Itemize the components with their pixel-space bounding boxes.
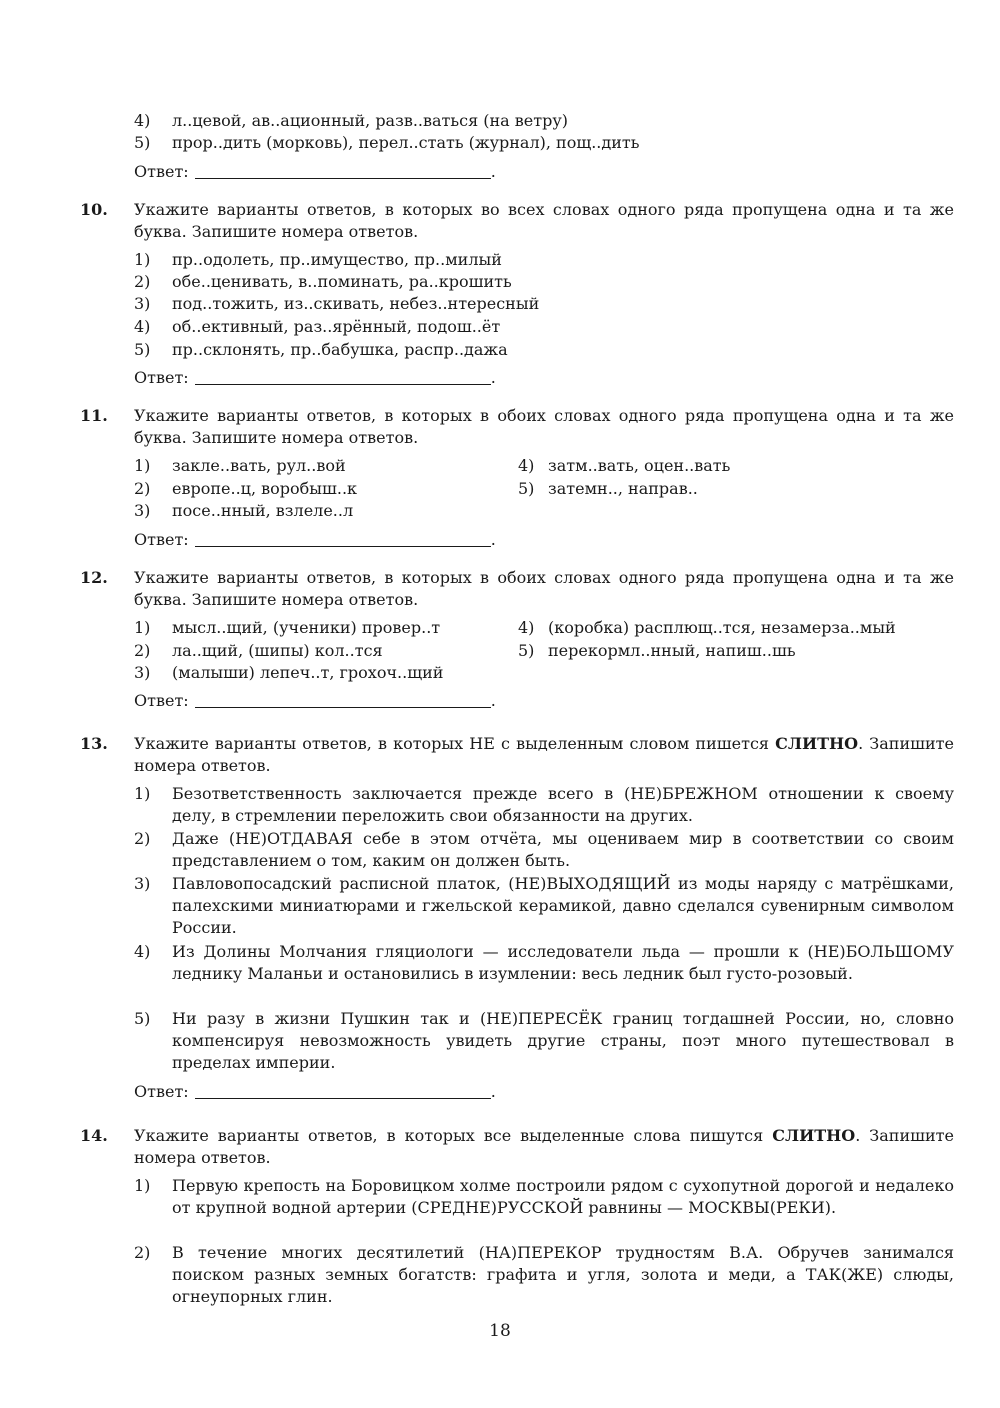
q13-option-2: [134, 828, 954, 872]
option-text: об..ективный, раз..ярённый, подош..ёт: [172, 317, 501, 336]
option-text: посе..нный, взлеле..л: [172, 501, 354, 520]
q12-option-1: [134, 617, 440, 639]
q9-answer-line[interactable]: [134, 161, 496, 183]
q13-option-4: [134, 941, 954, 985]
q13-number: 13.: [80, 734, 108, 753]
answer-blank[interactable]: [195, 530, 491, 547]
option-number: 2): [134, 829, 151, 848]
answer-blank[interactable]: [195, 368, 491, 385]
option-text: прор..дить (морковь), перел..стать (журнал), пощ..дить: [172, 133, 640, 152]
q14-option-2: [134, 1242, 954, 1308]
option-number: 4): [518, 618, 535, 637]
option-text: Безответственность заключается прежде всего в (НЕ)БРЕЖНОМ отношении к своему делу, в стремлении переложить свои обязанности на других.: [172, 784, 954, 825]
q13-option-1: [134, 783, 954, 827]
option-number: 2): [134, 641, 151, 660]
q14-text-b: . Запишите номера ответов.: [134, 1126, 954, 1167]
q13-answer-line[interactable]: [134, 1081, 496, 1103]
q11-answer-line[interactable]: [134, 529, 496, 551]
page-number: 18: [489, 1321, 511, 1341]
q11-option-3: [134, 500, 353, 522]
option-text: Ни разу в жизни Пушкин так и (НЕ)ПЕРЕСЁК границ тогдашней России, но, словно компенсируя невозможность увидеть другие страны, поэт много путешествовал в пределах империи.: [172, 1009, 954, 1072]
option-number: 4): [134, 942, 151, 961]
option-number: 1): [134, 456, 151, 475]
q12-option-3: [134, 662, 443, 684]
answer-dot: .: [490, 368, 496, 387]
q10-option-2: [134, 271, 512, 293]
answer-label: Ответ:: [134, 691, 189, 710]
option-text: Даже (НЕ)ОТДАВАЯ себе в этом отчёта, мы оцениваем мир в соответствии со своим представлением о том, каким он должен быть.: [172, 829, 954, 870]
option-number: 5): [134, 340, 151, 359]
q11-option-2: [134, 478, 357, 500]
q11-option-5: [518, 478, 698, 500]
option-number: 3): [134, 663, 151, 682]
option-number: 3): [134, 874, 151, 893]
q10-answer-line[interactable]: [134, 367, 496, 389]
option-number: 1): [134, 250, 151, 269]
option-text: под..тожить, из..скивать, небез..нтересный: [172, 294, 540, 313]
q14-text-a: Укажите варианты ответов, в которых все выделенные слова пишутся: [134, 1126, 773, 1145]
answer-dot: .: [490, 162, 496, 181]
answer-blank[interactable]: [195, 1082, 491, 1099]
q11-option-1: [134, 455, 346, 477]
q12-option-2: [134, 640, 383, 662]
q10-number: 10.: [80, 200, 108, 219]
option-text: Первую крепость на Боровицком холме построили рядом с сухопутной дорогой и недалеко от крупной водной артерии (СРЕДНЕ)РУССКОЙ равнины — МОСКВЫ(РЕКИ).: [172, 1176, 954, 1217]
option-text: (коробка) расплющ..тся, незамерза..мый: [548, 618, 896, 637]
q12-number: 12.: [80, 568, 108, 587]
option-number: 2): [134, 272, 151, 291]
answer-dot: .: [490, 530, 496, 549]
q12-option-4: [518, 617, 896, 639]
q13-text-bold: СЛИТНО: [775, 734, 859, 753]
option-number: 4): [518, 456, 535, 475]
option-text: мысл..щий, (ученики) провер..т: [172, 618, 441, 637]
q14-number: 14.: [80, 1126, 108, 1145]
q14-text-bold: СЛИТНО: [772, 1126, 856, 1145]
q11-option-4: [518, 455, 730, 477]
q9-option-5: [134, 132, 639, 154]
option-number: 2): [134, 479, 151, 498]
q13-text: [134, 733, 954, 777]
option-text: л..цевой, ав..ационный, разв..ваться (на ветру): [172, 111, 569, 130]
answer-dot: .: [490, 691, 496, 710]
q12-text: Укажите варианты ответов, в которых в обоих словах одного ряда пропущена одна и та же буква. Запишите номера ответов.: [134, 568, 954, 609]
option-text: (малыши) лепеч..т, грохоч..щий: [172, 663, 444, 682]
answer-label: Ответ:: [134, 162, 189, 181]
q11-number: 11.: [80, 406, 108, 425]
option-text: европе..ц, воробыш..к: [172, 479, 358, 498]
q13-text-b: . Запишите номера ответов.: [134, 734, 954, 775]
option-text: обе..ценивать, в..поминать, ра..крошить: [172, 272, 512, 291]
option-number: 3): [134, 501, 151, 520]
option-text: ла..щий, (шипы) кол..тся: [172, 641, 383, 660]
option-text: В течение многих десятилетий (НА)ПЕРЕКОР трудностям В.А. Обручев занимался поиском разных земных богатств: графита и угля, золота и меди, а ТАК(ЖЕ) слюды, огнеупорных глин.: [172, 1243, 954, 1306]
option-text: Павловопосадский расписной платок, (НЕ)ВЫХОДЯЩИЙ из моды наряду с матрёшками, палехскими миниатюрами и гжельской керамикой, давно сделался сувенирным символом России.: [172, 874, 954, 937]
q14-text: [134, 1125, 954, 1169]
q12-option-5: [518, 640, 796, 662]
q10-option-5: [134, 339, 508, 361]
q13-text-a: Укажите варианты ответов, в которых НЕ с выделенным словом пишется: [134, 734, 776, 753]
answer-label: Ответ:: [134, 530, 189, 549]
option-text: пр..одолеть, пр..имущество, пр..милый: [172, 250, 502, 269]
q14-option-1: [134, 1175, 954, 1219]
answer-blank[interactable]: [195, 691, 491, 708]
option-number: 5): [134, 133, 151, 152]
q11-text: Укажите варианты ответов, в которых в обоих словах одного ряда пропущена одна и та же буква. Запишите номера ответов.: [134, 406, 954, 447]
option-text: перекормл..нный, напиш..шь: [548, 641, 796, 660]
option-number: 1): [134, 784, 151, 803]
option-text: затм..вать, оцен..вать: [548, 456, 731, 475]
option-text: затемн.., направ..: [548, 479, 698, 498]
q13-option-5: [134, 1008, 954, 1074]
option-text: Из Долины Молчания гляциологи — исследователи льда — прошли к (НЕ)БОЛЬШОМУ леднику Маланьи и остановились в изумлении: весь ледник был густо-розовый.: [172, 942, 954, 983]
q10-option-4: [134, 316, 500, 338]
option-number: 5): [134, 1009, 151, 1028]
answer-label: Ответ:: [134, 368, 189, 387]
q10-option-1: [134, 249, 502, 271]
option-number: 5): [518, 479, 535, 498]
option-number: 4): [134, 111, 151, 130]
option-number: 4): [134, 317, 151, 336]
option-number: 5): [518, 641, 535, 660]
option-number: 2): [134, 1243, 151, 1262]
q12-answer-line[interactable]: [134, 690, 496, 712]
q9-option-4: [134, 110, 568, 132]
option-number: 1): [134, 618, 151, 637]
option-number: 1): [134, 1176, 151, 1195]
q13-option-3: [134, 873, 954, 939]
option-text: закле..вать, рул..вой: [172, 456, 346, 475]
answer-blank[interactable]: [195, 162, 491, 179]
answer-label: Ответ:: [134, 1082, 189, 1101]
option-number: 3): [134, 294, 151, 313]
q10-text: Укажите варианты ответов, в которых во всех словах одного ряда пропущена одна и та же буква. Запишите номера ответов.: [134, 200, 954, 241]
answer-dot: .: [490, 1082, 496, 1101]
q10-option-3: [134, 293, 539, 315]
option-text: пр..склонять, пр..бабушка, распр..дажа: [172, 340, 508, 359]
